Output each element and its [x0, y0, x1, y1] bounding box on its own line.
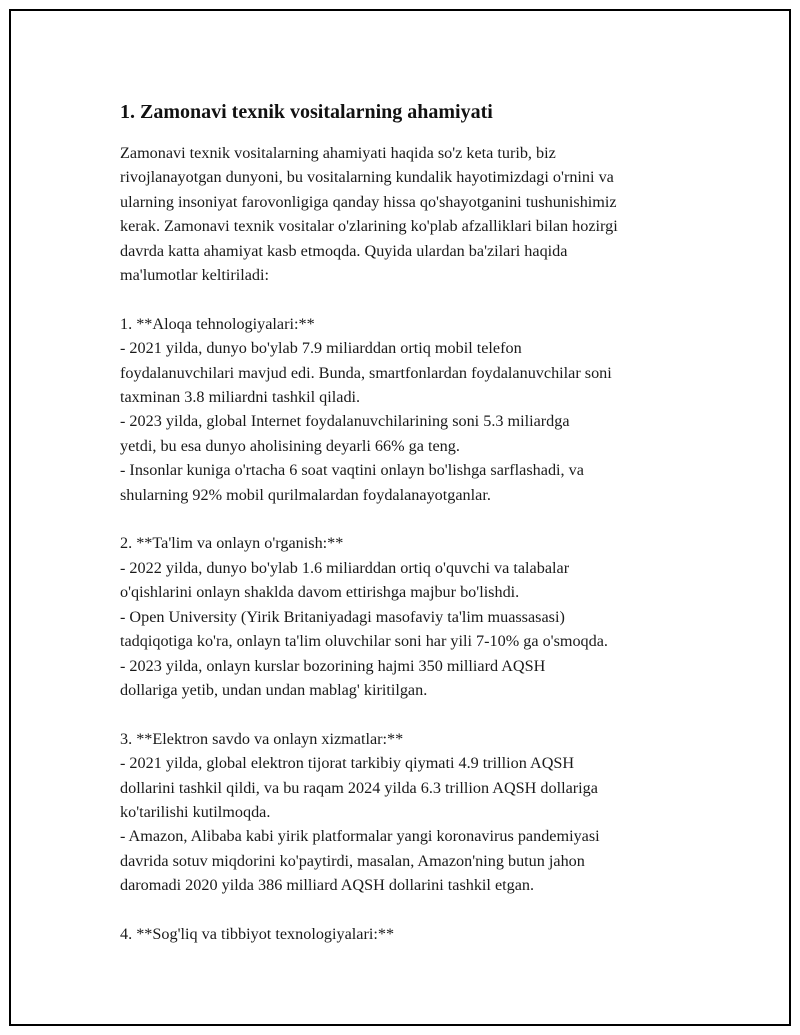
section-title-education: 2. **Ta'lim va onlayn o'rganish:** — [120, 534, 344, 553]
document-content — [120, 99, 700, 946]
section-title-ecommerce: 3. **Elektron savdo va onlayn xizmatlar:** — [120, 729, 404, 748]
document-heading: 1. Zamonavi texnik vositalarning ahamiyati — [120, 101, 493, 123]
section-body-education: - 2022 yilda, dunyo bo'ylab 1.6 miliarddan ortiq o'quvchi va talabalar o'qishlarini onlayn shaklda davom ettirishga majbur bo'lishdi. - Open University (Yirik Britaniyadagi masofaviy ta'lim muassasasi) tadqiqotiga ko'ra, onlayn ta'lim oluvchilar soni har yili 7-10% ga o'smoqda. - 2023 yilda, onlayn kurslar bozorining hajmi 350 milliard AQSH dollariga yetib, undan undan mablag' kiritilgan. — [120, 558, 608, 699]
page-frame — [9, 9, 791, 1026]
section-body-communication: - 2021 yilda, dunyo bo'ylab 7.9 miliarddan ortiq mobil telefon foydalanuvchilari mavjud edi. Bunda, smartfonlardan foydalanuvchilar soni taxminan 3.8 miliardni tashkil qiladi. - 2023 yilda, global Internet foydalanuvchilarining soni 5.3 miliardga yetdi, bu esa dunyo aholisining deyarli 66% ga teng. - Insonlar kuniga o'rtacha 6 soat vaqtini onlayn bo'lishga sarflashadi, va shularning 92% mobil qurilmalardan foydalanayotganlar. — [120, 339, 612, 504]
section-title-health: 4. **Sog'liq va tibbiyot texnologiyalari:** — [120, 924, 395, 943]
blank-line — [120, 898, 700, 922]
blank-line — [120, 507, 700, 531]
section-body-ecommerce: - 2021 yilda, global elektron tijorat tarkibiy qiymati 4.9 trillion AQSH dollarini tashkil qildi, va bu raqam 2024 yilda 6.3 trillion AQSH dollariga ko'tarilishi kutilmoqda. - Amazon, Alibaba kabi yirik platformalar yangi koronavirus pandemiyasi davrida sotuv miqdorini ko'paytirdi, masalan, Amazon'ning butun jahon daromadi 2020 yilda 386 milliard AQSH dollarini tashkil etgan. — [120, 754, 600, 895]
blank-line — [120, 702, 700, 726]
intro-paragraph: Zamonavi texnik vositalarning ahamiyati haqida so'z keta turib, biz rivojlanayotgan dunyoni, bu vositalarning kundalik hayotimizdagi o'rnini va ularning insoniyat farovonligiga qanday hissa qo'shayotganini tushunishimiz kerak. Zamonavi texnik vositalar o'zlarining ko'plab afzalliklari bilan hozirgi davrda katta ahamiyat kasb etmoqda. Quyida ulardan ba'zilari haqida ma'lumotlar keltiriladi: — [120, 144, 618, 285]
section-title-communication: 1. **Aloqa tehnologiyalari:** — [120, 314, 315, 333]
blank-line — [120, 287, 700, 311]
